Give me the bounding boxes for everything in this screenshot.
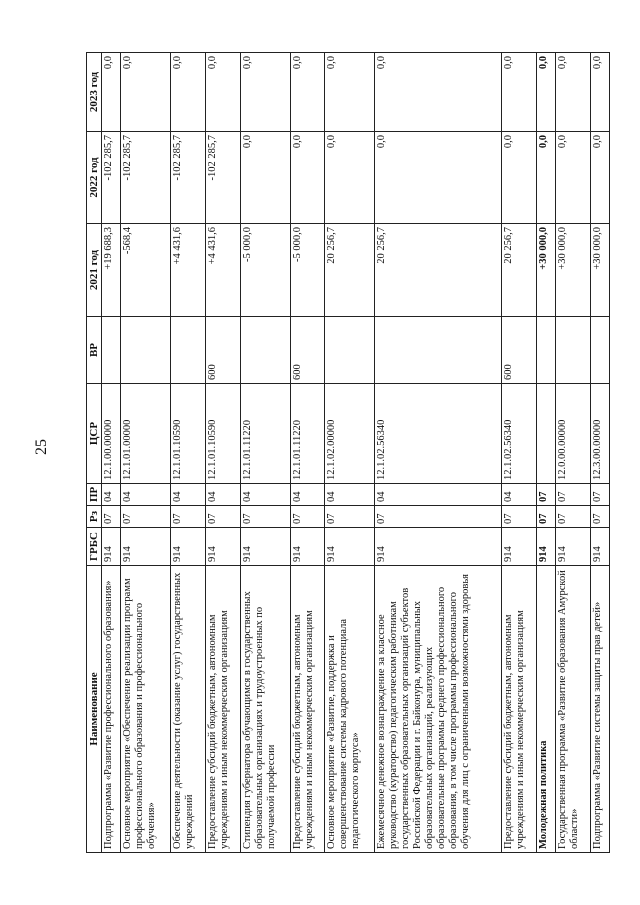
cell-vr	[102, 317, 121, 384]
cell-2022: -102 285,7	[205, 132, 240, 224]
col-header-csr: ЦСР	[87, 384, 102, 484]
col-header-name: Наименование	[87, 566, 102, 853]
col-header-grbs: ГРБС	[87, 528, 102, 566]
cell-pr: 04	[205, 484, 240, 506]
table-row	[375, 53, 502, 853]
cell-pr: 04	[121, 484, 171, 506]
cell-grbs: 914	[502, 528, 537, 566]
cell-pr: 04	[171, 484, 206, 506]
cell-2021: -5 000,0	[290, 224, 325, 317]
cell-name: Молодежная политика	[536, 566, 555, 853]
cell-2023: 0,0	[375, 53, 502, 132]
cell-rz: 07	[375, 506, 502, 528]
table-row	[290, 53, 325, 853]
cell-pr: 04	[290, 484, 325, 506]
cell-2021: +30 000,0	[536, 224, 555, 317]
table-row	[325, 53, 375, 853]
cell-csr: 12.1.01.00000	[121, 384, 171, 484]
cell-pr: 04	[325, 484, 375, 506]
cell-rz: 07	[290, 506, 325, 528]
table-row	[240, 53, 290, 853]
cell-2023: 0,0	[590, 53, 609, 132]
cell-2023: 0,0	[536, 53, 555, 132]
cell-grbs: 914	[536, 528, 555, 566]
col-header-rz: Рз	[87, 506, 102, 528]
table-row	[556, 53, 591, 853]
cell-2021: -568,4	[121, 224, 171, 317]
cell-vr: 600	[502, 317, 537, 384]
cell-pr: 04	[240, 484, 290, 506]
cell-2023: 0,0	[502, 53, 537, 132]
cell-grbs: 914	[325, 528, 375, 566]
cell-rz: 07	[121, 506, 171, 528]
cell-grbs: 914	[102, 528, 121, 566]
cell-name: Основное мероприятие «Обеспечение реализации программ профессионального образования и профессионального обучения»	[121, 566, 171, 853]
cell-rz: 07	[502, 506, 537, 528]
cell-csr: 12.0.00.00000	[556, 384, 591, 484]
cell-grbs: 914	[375, 528, 502, 566]
cell-pr: 04	[375, 484, 502, 506]
cell-2022: 0,0	[325, 132, 375, 224]
cell-grbs: 914	[121, 528, 171, 566]
cell-pr: 07	[556, 484, 591, 506]
cell-name: Основное мероприятие «Развитие, поддержка и совершенствование системы кадрового потенциала педагогического корпуса»	[325, 566, 375, 853]
table-row	[536, 53, 555, 853]
cell-name: Обеспечение деятельности (оказание услуг) государственных учреждений	[171, 566, 206, 853]
table-row	[102, 53, 121, 853]
cell-rz: 07	[590, 506, 609, 528]
cell-2023: 0,0	[290, 53, 325, 132]
cell-2023: 0,0	[121, 53, 171, 132]
budget-table	[86, 52, 610, 853]
cell-2021: 20 256,7	[502, 224, 537, 317]
cell-pr: 07	[590, 484, 609, 506]
cell-2022: 0,0	[590, 132, 609, 224]
cell-name: Подпрограмма «Развитие системы защиты прав детей»	[590, 566, 609, 853]
cell-2023: 0,0	[102, 53, 121, 132]
cell-name: Ежемесячное денежное вознаграждение за классное руководство (кураторство) педагогическим работникам государственных образовательных организаций субъектов Российской Федерации и г. Байконура, муниципальных образовательных организаций, реализующих образовательные программы среднего профессионального образования, в том числе программы профессионального обучения для лиц с ограниченными возможностями здоровья	[375, 566, 502, 853]
page-number: 25	[33, 439, 50, 455]
cell-rz: 07	[556, 506, 591, 528]
col-header-pr: ПР	[87, 484, 102, 506]
cell-2023: 0,0	[205, 53, 240, 132]
cell-rz: 07	[536, 506, 555, 528]
cell-csr: 12.1.01.10590	[171, 384, 206, 484]
cell-2022: -102 285,7	[121, 132, 171, 224]
cell-2023: 0,0	[325, 53, 375, 132]
rotated-table-container	[86, 53, 610, 853]
table-row	[171, 53, 206, 853]
cell-name: Предоставление субсидий бюджетным, автономным учреждениям и иным некоммерческим организациям	[290, 566, 325, 853]
cell-pr: 04	[102, 484, 121, 506]
cell-vr: 600	[290, 317, 325, 384]
cell-rz: 07	[240, 506, 290, 528]
col-header-2021: 2021 год	[87, 224, 102, 317]
cell-grbs: 914	[205, 528, 240, 566]
cell-rz: 07	[205, 506, 240, 528]
table-row	[121, 53, 171, 853]
cell-2022: 0,0	[556, 132, 591, 224]
cell-2022: 0,0	[502, 132, 537, 224]
cell-2021: +4 431,6	[205, 224, 240, 317]
cell-csr: 12.1.01.11220	[240, 384, 290, 484]
cell-csr	[536, 384, 555, 484]
cell-name: Стипендия губернатора обучающимся в государственных образовательных организациях и трудоустроенных по получаемой профессии	[240, 566, 290, 853]
cell-grbs: 914	[171, 528, 206, 566]
cell-vr	[121, 317, 171, 384]
cell-2022: -102 285,7	[171, 132, 206, 224]
cell-2021: 20 256,7	[325, 224, 375, 317]
cell-pr: 07	[536, 484, 555, 506]
cell-csr: 12.1.02.00000	[325, 384, 375, 484]
cell-2023: 0,0	[240, 53, 290, 132]
cell-vr	[375, 317, 502, 384]
cell-vr	[536, 317, 555, 384]
cell-vr	[240, 317, 290, 384]
cell-2021: -5 000,0	[240, 224, 290, 317]
cell-2021: 20 256,7	[375, 224, 502, 317]
cell-grbs: 914	[240, 528, 290, 566]
cell-rz: 07	[102, 506, 121, 528]
cell-vr	[556, 317, 591, 384]
cell-pr: 04	[502, 484, 537, 506]
cell-name: Государственная программа «Развитие образования Амурской области»	[556, 566, 591, 853]
table-row	[205, 53, 240, 853]
cell-grbs: 914	[556, 528, 591, 566]
cell-name: Предоставление субсидий бюджетным, автономным учреждениям и иным некоммерческим организациям	[502, 566, 537, 853]
cell-vr	[325, 317, 375, 384]
cell-2023: 0,0	[556, 53, 591, 132]
cell-name: Подпрограмма «Развитие профессионального образования»	[102, 566, 121, 853]
cell-csr: 12.1.00.00000	[102, 384, 121, 484]
table-row	[590, 53, 609, 853]
col-header-2023: 2023 год	[87, 53, 102, 132]
cell-2022: 0,0	[375, 132, 502, 224]
cell-2023: 0,0	[171, 53, 206, 132]
cell-vr	[590, 317, 609, 384]
cell-vr	[171, 317, 206, 384]
cell-csr: 12.1.01.10590	[205, 384, 240, 484]
cell-grbs: 914	[290, 528, 325, 566]
cell-grbs: 914	[590, 528, 609, 566]
cell-csr: 12.3.00.00000	[590, 384, 609, 484]
cell-2022: -102 285,7	[102, 132, 121, 224]
cell-csr: 12.1.01.11220	[290, 384, 325, 484]
cell-name: Предоставление субсидий бюджетным, автономным учреждениям и иным некоммерческим организациям	[205, 566, 240, 853]
col-header-vr: ВР	[87, 317, 102, 384]
header-row	[87, 53, 102, 853]
cell-2021: +19 688,3	[102, 224, 121, 317]
cell-2021: +30 000,0	[556, 224, 591, 317]
table-row	[502, 53, 537, 853]
cell-2021: +4 431,6	[171, 224, 206, 317]
cell-rz: 07	[171, 506, 206, 528]
cell-2022: 0,0	[240, 132, 290, 224]
cell-csr: 12.1.02.56340	[502, 384, 537, 484]
cell-2022: 0,0	[536, 132, 555, 224]
cell-csr: 12.1.02.56340	[375, 384, 502, 484]
cell-rz: 07	[325, 506, 375, 528]
cell-vr: 600	[205, 317, 240, 384]
table-body	[102, 53, 610, 853]
col-header-2022: 2022 год	[87, 132, 102, 224]
cell-2022: 0,0	[290, 132, 325, 224]
cell-2021: +30 000,0	[590, 224, 609, 317]
